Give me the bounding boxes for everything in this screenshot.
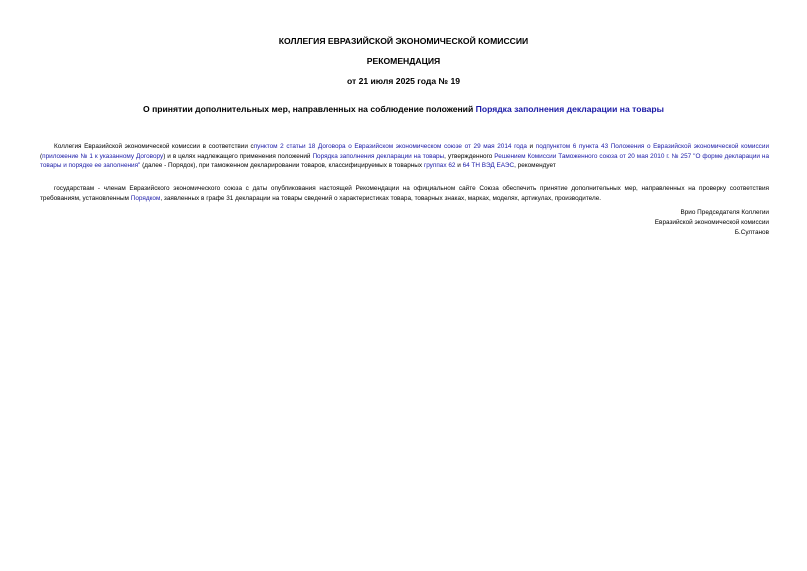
annex-link[interactable]: приложение № 1 к указанному Договору: [42, 152, 164, 160]
p1-text-4: ) и в целях надлежащего применения положений: [163, 152, 313, 160]
signature-org: Евразийской экономической комиссии: [654, 219, 769, 226]
p1-text-5: , утвержденного: [444, 152, 495, 160]
p1-text-2: и: [526, 143, 536, 150]
p1-text-8: , рекомендует: [514, 162, 556, 170]
date-number: от 21 июля 2025 года № 19: [346, 76, 461, 86]
p2-text-1: государствам - членам Евразийского экономического союза с даты опубликования настоящей Рекомендации на официальном сайте Союза обеспечить принятие дополнительных мер, направленных на проверку соответствия требованиям, установленным: [40, 185, 769, 202]
group-64-link[interactable]: 64 ТН ВЭД ЕАЭС: [462, 162, 515, 170]
paragraph-main: [40, 142, 769, 171]
procedure-link[interactable]: Порядка заполнения декларации на товары: [312, 152, 445, 160]
order-link[interactable]: Порядком: [130, 194, 161, 202]
p1-text-6: (далее - Порядок), при таможенном декларировании товаров, классифицируемых в товарных: [140, 162, 424, 170]
subject-title: [0, 104, 807, 115]
signature-title: Врио Председателя Коллегии: [680, 209, 769, 216]
paragraph-recommendation: [40, 184, 769, 203]
doc-type: РЕКОМЕНДАЦИЯ: [366, 56, 441, 66]
decision-link[interactable]: Решением Комиссии Таможенного союза от 20 мая 2010 г. № 257 "О форме декларации на товары и порядке ее заполнения": [40, 152, 769, 170]
p1-text-7: и: [455, 162, 463, 170]
p2-text-2: , заявленных в графе 31 декларации на товары сведений о характеристиках товара, товарных знаках, марках, моделях, артикулах, производителе.: [160, 194, 602, 202]
subject-link[interactable]: Порядка заполнения декларации на товары: [475, 104, 664, 114]
p1-text-3: (: [40, 152, 43, 160]
subject-prefix: О принятии дополнительных мер, направленных на соблюдение положений: [143, 104, 474, 114]
regulation-link[interactable]: подпунктом 6 пункта 43 Положения о Евразийской экономической комиссии: [535, 143, 770, 150]
signature-name: Б.Султанов: [734, 229, 769, 236]
group-62-link[interactable]: группах 62: [423, 162, 456, 170]
treaty-link[interactable]: пунктом 2 статьи 18 Договора о Евразийском экономическом союзе от 29 мая 2014 года: [253, 143, 527, 150]
org-title: КОЛЛЕГИЯ ЕВРАЗИЙСКОЙ ЭКОНОМИЧЕСКОЙ КОМИССИИ: [278, 36, 529, 46]
p1-text-1: Коллегия Евразийской экономической комиссии в соответствии с: [54, 143, 254, 150]
